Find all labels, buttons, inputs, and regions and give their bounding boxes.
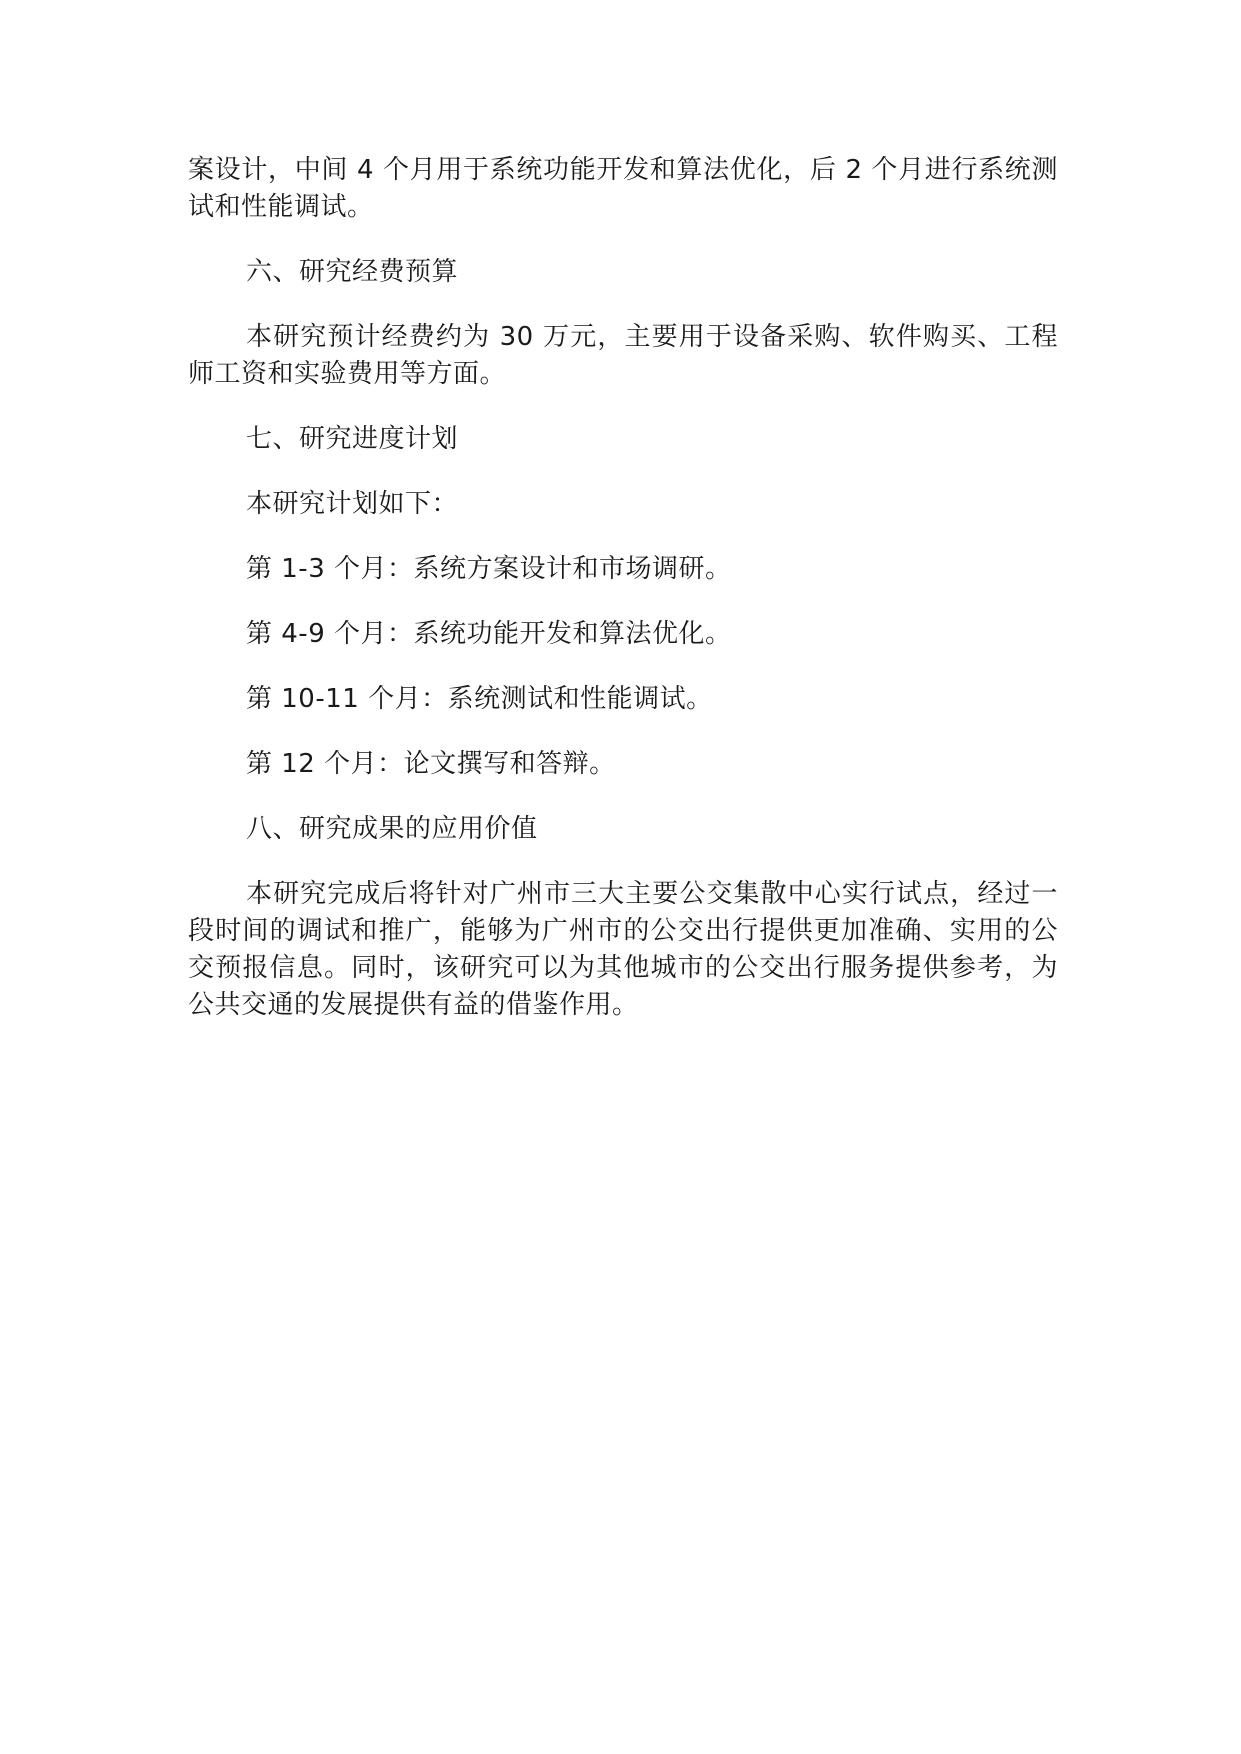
schedule-item-1: 第 1-3 个月：系统方案设计和市场调研。: [246, 554, 732, 584]
section-heading-application: 八、研究成果的应用价值: [246, 814, 538, 844]
schedule-item-3: 第 10-11 个月：系统测试和性能调试。: [246, 684, 713, 714]
paragraph-application: 本研究完成后将针对广州市三大主要公交集散中心实行试点，经过一段时间的调试和推广，能够为广州市的公交出行提供更加准确、实用的公交预报信息。同时，该研究可以为其他城市的公交出行服务提供参考，为公共交通的发展提供有益的借鉴作用。: [188, 879, 1058, 1020]
schedule-item-4: 第 12 个月：论文撰写和答辩。: [246, 749, 616, 779]
document-body: [188, 152, 1058, 1052]
schedule-item-2: 第 4-9 个月：系统功能开发和算法优化。: [246, 619, 732, 649]
paragraph-schedule-intro: 本研究计划如下：: [246, 489, 459, 519]
section-heading-budget: 六、研究经费预算: [246, 257, 459, 287]
paragraph-budget: 本研究预计经费约为 30 万元，主要用于设备采购、软件购买、工程师工资和实验费用等方面。: [188, 322, 1058, 389]
paragraph-continuation: 案设计，中间 4 个月用于系统功能开发和算法优化，后 2 个月进行系统测试和性能调试。: [188, 155, 1058, 222]
section-heading-schedule: 七、研究进度计划: [246, 424, 459, 454]
